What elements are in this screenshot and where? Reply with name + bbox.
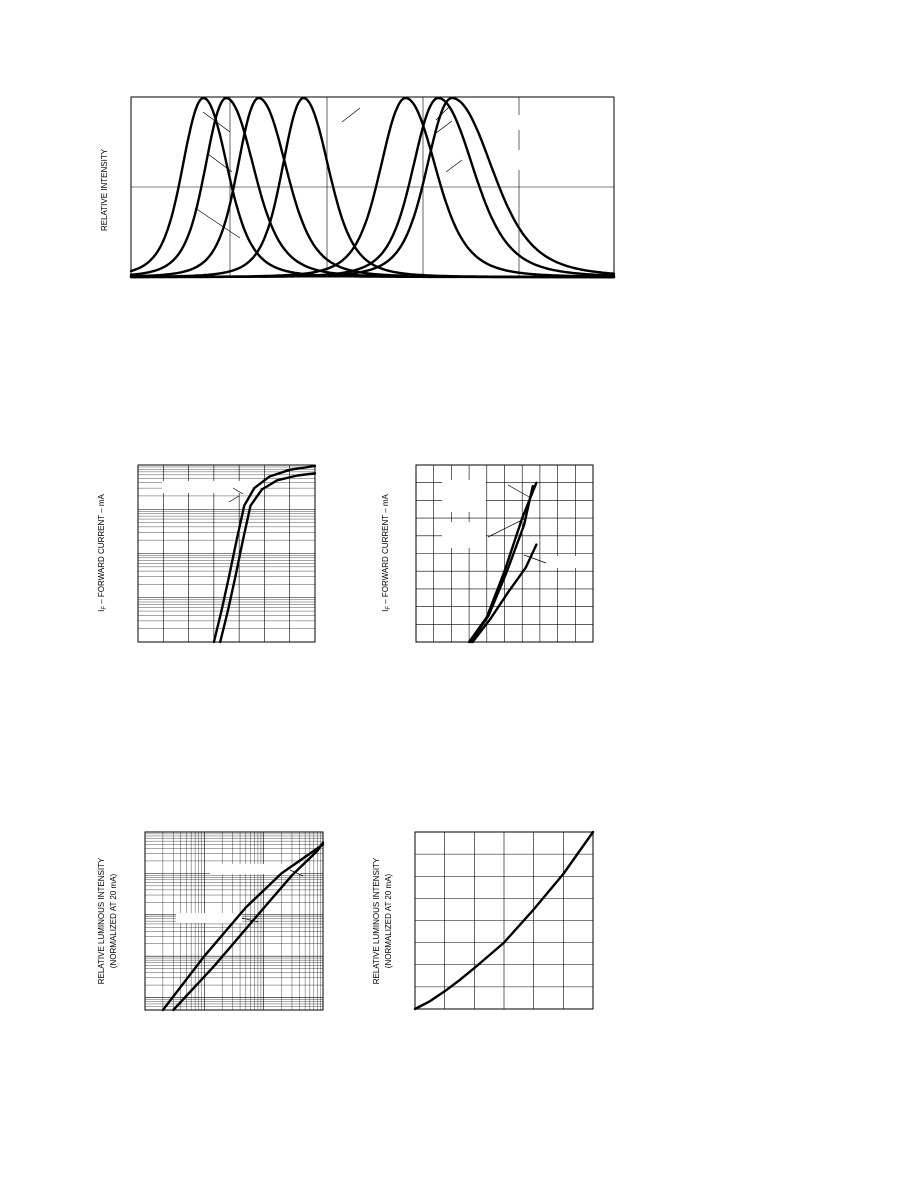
lum-log-y-axis-label-line1: RELATIVE LUMINOUS INTENSITY [97,857,106,985]
iv-lin-y-text: – FORWARD CURRENT – mA [381,494,390,606]
lum-lin-chart [372,832,593,1009]
lum-log-chart [97,832,323,1010]
spectrum-leader-line [446,160,462,172]
iv-lin-y-symbol: I [381,609,390,612]
iv-lin-label-box [546,556,592,568]
lum-lin-y-axis-label-line1: RELATIVE LUMINOUS INTENSITY [372,857,381,985]
spectrum-series-5 [131,98,614,277]
iv-log-y-symbol: I [97,609,106,612]
spectrum-series-7 [131,98,614,277]
lum-log-y-axis-label-line2: (NORMALIZED AT 20 mA) [109,873,118,969]
iv-log-leader-line [229,496,239,502]
iv-log-chart [97,465,315,642]
iv-lin-y-axis-label [381,493,392,611]
spectrum-series-4 [131,98,614,277]
spectrum-series-3 [131,98,614,277]
spectrum-series-2 [131,98,614,277]
spectrum-leader-line [208,154,232,172]
spectrum-curves [131,98,614,277]
spectrum-series-1 [131,98,614,277]
spectrum-chart [100,97,614,277]
spectrum-leader-line [342,108,360,122]
iv-log-y-subscript: F [102,605,108,610]
lum-lin-y-axis-label-line2: (NORMALIZED AT 20 mA) [384,873,393,969]
iv-lin-chart [381,465,593,642]
iv-lin-label-box [442,480,486,512]
iv-lin-label-box [442,522,486,548]
iv-log-label-box [162,481,260,493]
iv-lin-leader-line [508,485,531,498]
iv-lin-y-subscript: F [386,605,392,610]
iv-log-y-axis-label [97,493,108,611]
spectrum-grid [131,97,614,277]
lum-lin-grid [415,832,593,1009]
spectrum-leader-line [195,208,240,238]
lum-log-label-box [176,913,242,923]
spectrum-y-axis-label: RELATIVE INTENSITY [100,148,109,232]
iv-log-y-text: – FORWARD CURRENT – mA [97,494,106,606]
spectrum-series-6 [131,98,614,277]
